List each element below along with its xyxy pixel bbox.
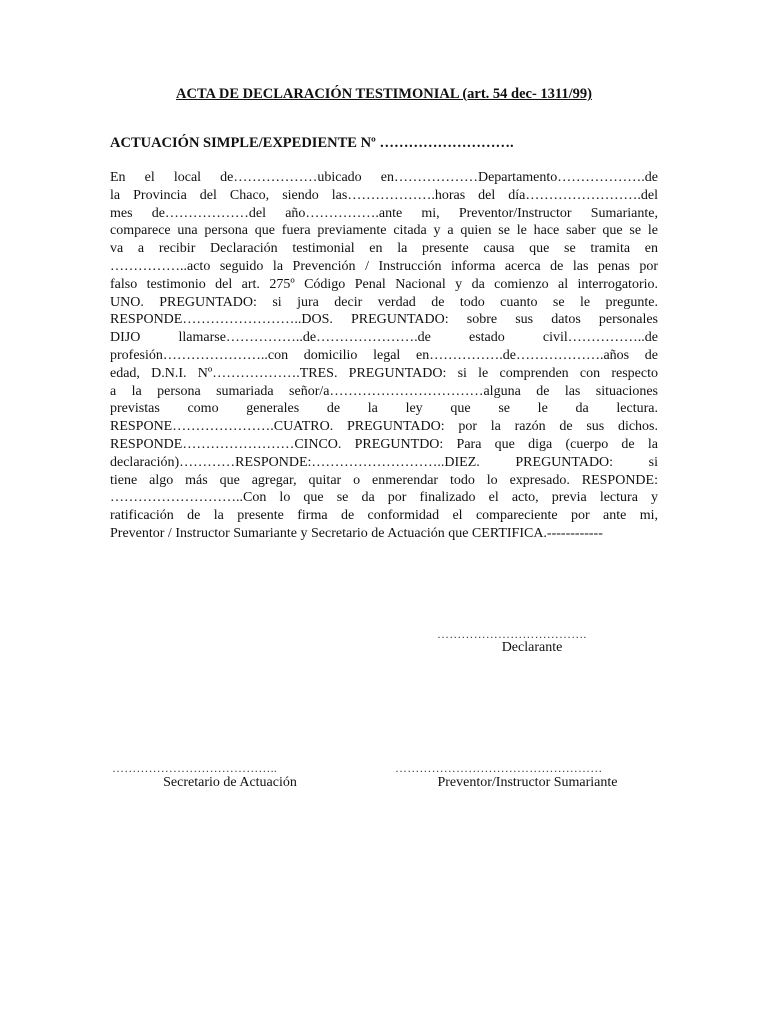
declaration-body [110,169,658,543]
body-line: RESPONDE……………………CINCO. PREGUNTDO: Para que diga (cuerpo de la [110,436,658,452]
body-line: UNO. PREGUNTADO: si jura decir verdad de todo cuanto se le pregunte. [110,294,658,310]
secretario-signature-line: ………………………………….. [112,761,277,775]
body-line: comparece una persona que fuera previamente citada y a quien se le hace saber que se le [110,223,658,239]
body-line: ……………..acto seguido la Prevención / Instrucción informa acerca de las penas por [110,258,658,274]
body-line: ratificación de la presente firma de conformidad el compareciente por ante mi, [110,508,658,524]
body-line: Preventor / Instructor Sumariante y Secretario de Actuación que CERTIFICA.------------ [110,525,603,541]
body-line: la Provincia del Chaco, siendo las……………….horas del día…………………….del [110,187,658,203]
body-line: En el local de………………ubicado en………………Departamento……………….de [110,170,658,185]
preventor-label: Preventor/Instructor Sumariante [437,775,618,790]
body-line: va a recibir Declaración testimonial en la presente causa que se tramita en [110,241,658,257]
expediente-heading: ACTUACIÓN SIMPLE/EXPEDIENTE Nº ………………………. [110,135,514,151]
body-line: mes de………………del año…………….ante mi, Preventor/Instructor Sumariante, [110,205,658,221]
body-line: ………………………..Con lo que se da por finalizado el acto, previa lectura y [110,490,658,506]
body-line: DIJO llamarse……………..de………………….de estado civil……………..de [110,330,658,346]
body-line: declaración)…………RESPONDE:………………………..DIEZ. PREGUNTADO: si [110,454,658,470]
body-line: RESPONDE……………………..DOS. PREGUNTADO: sobre sus datos personales [110,312,658,328]
body-line: falso testimonio del art. 275º Código Penal Nacional y da comienzo al interrogatorio. [110,276,658,292]
body-line: profesión…………………..con domicilio legal en…………….de……………….años de [110,347,658,363]
body-line: RESPONE………………….CUATRO. PREGUNTADO: por la razón de sus dichos. [110,419,658,435]
body-line: a la persona sumariada señor/a……………………………alguna de las situaciones [110,383,658,399]
document-title: ACTA DE DECLARACIÓN TESTIMONIAL (art. 54 dec- 1311/99) [176,86,592,102]
declarante-label: Declarante [501,640,563,655]
body-line: edad, D.N.I. Nº……………….TRES. PREGUNTADO: si le comprenden con respecto [110,365,658,381]
secretario-label: Secretario de Actuación [163,775,297,790]
body-line: tiene algo más que agregar, quitar o enmerendar todo lo expresado. RESPONDE: [110,472,658,488]
declarante-signature-line: ………………………………. [437,627,587,641]
body-line: previstas como generales de la ley que se le da lectura. [110,401,658,417]
preventor-signature-line: …………………………………………… [395,761,603,775]
